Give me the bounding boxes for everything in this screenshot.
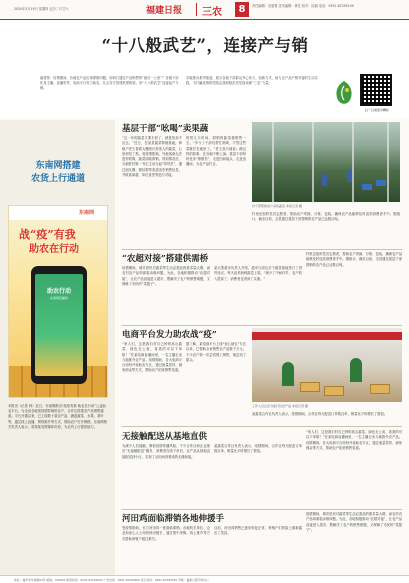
lead-paragraph-2: 本版推出系列报道，展示各地干部群众齐心协力、创新方式，助力农产品产销对接的生动实践，为打赢疫情防控阻击战和脱贫攻坚战贡献“三农”力量。	[186, 76, 318, 86]
article-1-column-2: 短短几天时间，滞销的蔬菜便销售一空。“多亏了干部们帮忙吆喝，不然这些菜就烂在地里了。”老王高兴地说。像这样的故事，在各地不断上演。基层干部纷纷化身“推销员”，走进田间地头，走进直播间，为农产品代言。	[186, 136, 246, 167]
article-5-column-3: 疫情期间，城市居民对蔬菜等生活必需品的需求量大增，而农村农产品却面临卖难问题。为此，各地积极推动“农超对接”，让农产品直接进入超市，既解决了农户的销售难题，又保障了市民的“菜篮子”。	[306, 512, 402, 532]
sidebar-article-body: 本报讯（记者 林）近日，东南网推出“战疫有我 助农在行动”公益助农平台，为全省各地受疫情影响的农户、合作社搭建农产品销售通道。平台开通以来，已上线数十款农产品，涵盖蔬菜、水果、茶叶等，通过线上直播、网络推介等方式，帮助农户打开销路。东南网相关负责人表示，将持续发挥媒体优势，为农货上行提供助力。	[8, 404, 107, 429]
crate-shape	[362, 184, 372, 190]
greenhouse-beam	[387, 122, 389, 202]
poster-slogan-2: 助农在行动	[29, 244, 79, 255]
article-5-column-2: 目前，河田鸡销售已逐步恢复正常，养殖户们的脸上重新露出了笑容。	[214, 526, 302, 536]
sidebar-feature	[0, 120, 115, 575]
issue-date: 2020年3月19日 星期四 农历二月廿六	[14, 7, 69, 11]
greenhouse-beam	[352, 122, 354, 202]
greenhouse-photo-caption: 村干部帮助农户采收蔬菜 本报记者 摄	[252, 204, 302, 208]
section-name: 三农	[202, 7, 222, 18]
worker-figure	[347, 170, 352, 182]
packing-photo	[252, 328, 402, 402]
worker-figure	[322, 174, 327, 186]
box-shape	[324, 386, 344, 396]
section-divider	[122, 426, 402, 427]
article-title-2: “农超对接”搭建供需桥	[122, 254, 209, 264]
article-title-3: 电商平台发力助农战“疫”	[122, 330, 217, 340]
box-shape	[370, 384, 390, 394]
sidebar-title-line2: 农货上行通道	[30, 174, 85, 184]
article-1-column-3: 村里还组织党员志愿者，帮助农户采摘、分拣、包装，确保农产品能够及时送到消费者手中。据统计，截至目前，全县通过基层干部帮销的农产品已达数百吨。	[252, 212, 400, 222]
greenhouse-beam	[272, 122, 274, 202]
section-divider	[122, 509, 402, 510]
article-4-column-3: “家人们，这是我们村自己种的高山蔬菜，绿色无公害，喜欢的可以下单啦！”在某电商直播间里，一名主播正卖力地推介农产品。疫情期间，各大电商平台纷纷开设助农专区，通过流量扶持、减免佣金等方式，帮助农户拓宽销售渠道。	[306, 430, 402, 450]
phone-title: 助农行动	[46, 288, 71, 295]
article-4-column-2: 某蔬菜合作社负责人表示，疫情期间，合作社每天配送订单数百单，销量比平时增长了数倍。	[214, 444, 302, 454]
paper-name: 福建日报	[146, 6, 183, 16]
worker-figure	[282, 362, 294, 386]
article-title-5: 河田鸡面临滞销各地伸援手	[122, 514, 225, 524]
packing-photo-caption: 工作人员正在分拣打包农产品 本报记者 摄	[252, 404, 308, 408]
poster-slogan-1: 战“疫”有我	[19, 228, 76, 241]
phone-screen	[35, 274, 83, 376]
sidebar-title-line1: 东南网搭建	[35, 161, 81, 171]
article-3-column-3: 某蔬菜合作社负责人表示，疫情期间，合作社每天配送订单数百单，销量比平时增长了数倍。	[252, 412, 388, 416]
sidebar-title	[8, 160, 108, 186]
article-1-column-1: “这一年的蔬菜又要丰收了，就是怕卖不出去。”近日，在某县蔬菜种植基地，种植户老王看着大棚里长势喜人的蔬菜，心里却犯了愁。受疫情影响，外地客商无法进村收购，蔬菜面临滞销。得知情况后，当地驻村第一书记主动当起“带货员”，通过朋友圈、微信群等渠道发布销售信息，并联系商超、单位食堂等进行对接。	[122, 136, 182, 178]
crate-shape	[376, 180, 386, 186]
page-footer	[0, 575, 409, 583]
masthead-divider	[196, 3, 197, 16]
footer-text: 地址：福州市华林路84号 邮编：350003 新闻热线：0591-87095000 广告热线：0591-87095400 发行热线：0591-87095555 印刷：福建日报印务中心	[14, 578, 209, 582]
lead-paragraph-1: 编者按：疫情期间，各地农产品出现滞销问题。如何打通农产品销售的“最后一公里”？各级干部化身主播、直播带货，电商平台发力助农，社会各方搭建供需桥梁，用“十八般武艺”连接起产与销。	[40, 76, 179, 91]
article-title-4: 无接触配送从基地直供	[122, 432, 208, 442]
greenhouse-beam	[312, 122, 314, 202]
article-2-column-1: 疫情期间，城市居民对蔬菜等生活必需品的需求量大增，而农村农产品却面临卖难问题。为此，各地积极推动“农超对接”，让农产品直接进入超市，既解决了农户的销售难题，又保障了市民的“菜篮子”。	[122, 266, 210, 286]
editor-info: 责任编辑：吴夏菁 美术编辑：黄龙 校对：邱斌 电话：0591-87095100	[252, 4, 354, 8]
section-logo-icon	[332, 78, 356, 108]
page-headline: “十八般武艺”，连接产与销	[101, 36, 309, 55]
smartphone-illustration	[31, 266, 87, 384]
article-3-column-1: “家人们，这是我们村自己种的高山蔬菜，绿色无公害，喜欢的可以下单啦！”在某电商直播间里，一名主播正卖力地推介农产品。疫情期间，各大电商平台纷纷开设助农专区，通过流量扶持、减免佣金等方式，帮助农户拓宽销售渠道。	[122, 342, 182, 373]
article-2-column-2: 某大型超市负责人介绍，超市与周边多个蔬菜基地签订了供货协议，每天直采新鲜蔬菜上架。“减少了中间环节，农户收入提高了，消费者也得到了实惠。”	[214, 266, 302, 281]
qr-caption: 扫一扫看更多精彩	[364, 108, 389, 112]
section-divider	[122, 249, 402, 250]
article-4-column-1: 为减少人员接触，降低疫情传播风险，不少合作社和企业推出“无接触配送”服务，消费者在线下单后，农产品从基地直接配送到小区，实现了从田间到餐桌的无缝衔接。	[122, 444, 210, 459]
greenhouse-photo	[252, 122, 400, 202]
article-title-1: 基层干部“吆喝”卖果蔬	[122, 124, 209, 134]
worker-figure	[350, 358, 362, 382]
section-divider	[122, 325, 402, 326]
poster-logo: 东南网	[79, 210, 95, 216]
article-5-column-1: 受疫情影响，长汀河田鸡一度面临滞销。各地机关单位、企业和爱心人士纷纷伸出援手，通过集中采购、线上推介等方式帮助养殖户渡过难关。	[122, 526, 210, 541]
qr-code-icon[interactable]	[360, 74, 392, 106]
article-2-column-3: 村里还组织党员志愿者，帮助农户采摘、分拣、包装，确保农产品能够及时送到消费者手中。据统计，截至目前，全县通过基层干部帮销的农产品已达数百吨。	[306, 252, 402, 267]
promo-poster	[8, 205, 108, 398]
article-3-column-2: 据了解，某电商平台上线“爱心助农”专区以来，已帮助全省销售农产品数千万元。不少农户第一次尝试网上销售，就尝到了甜头。	[186, 342, 246, 362]
photo-banner	[252, 332, 402, 340]
page-number: 8	[235, 2, 249, 17]
phone-subtitle: 东南网直播间	[49, 296, 68, 300]
masthead	[0, 0, 409, 20]
box-shape	[300, 382, 320, 392]
